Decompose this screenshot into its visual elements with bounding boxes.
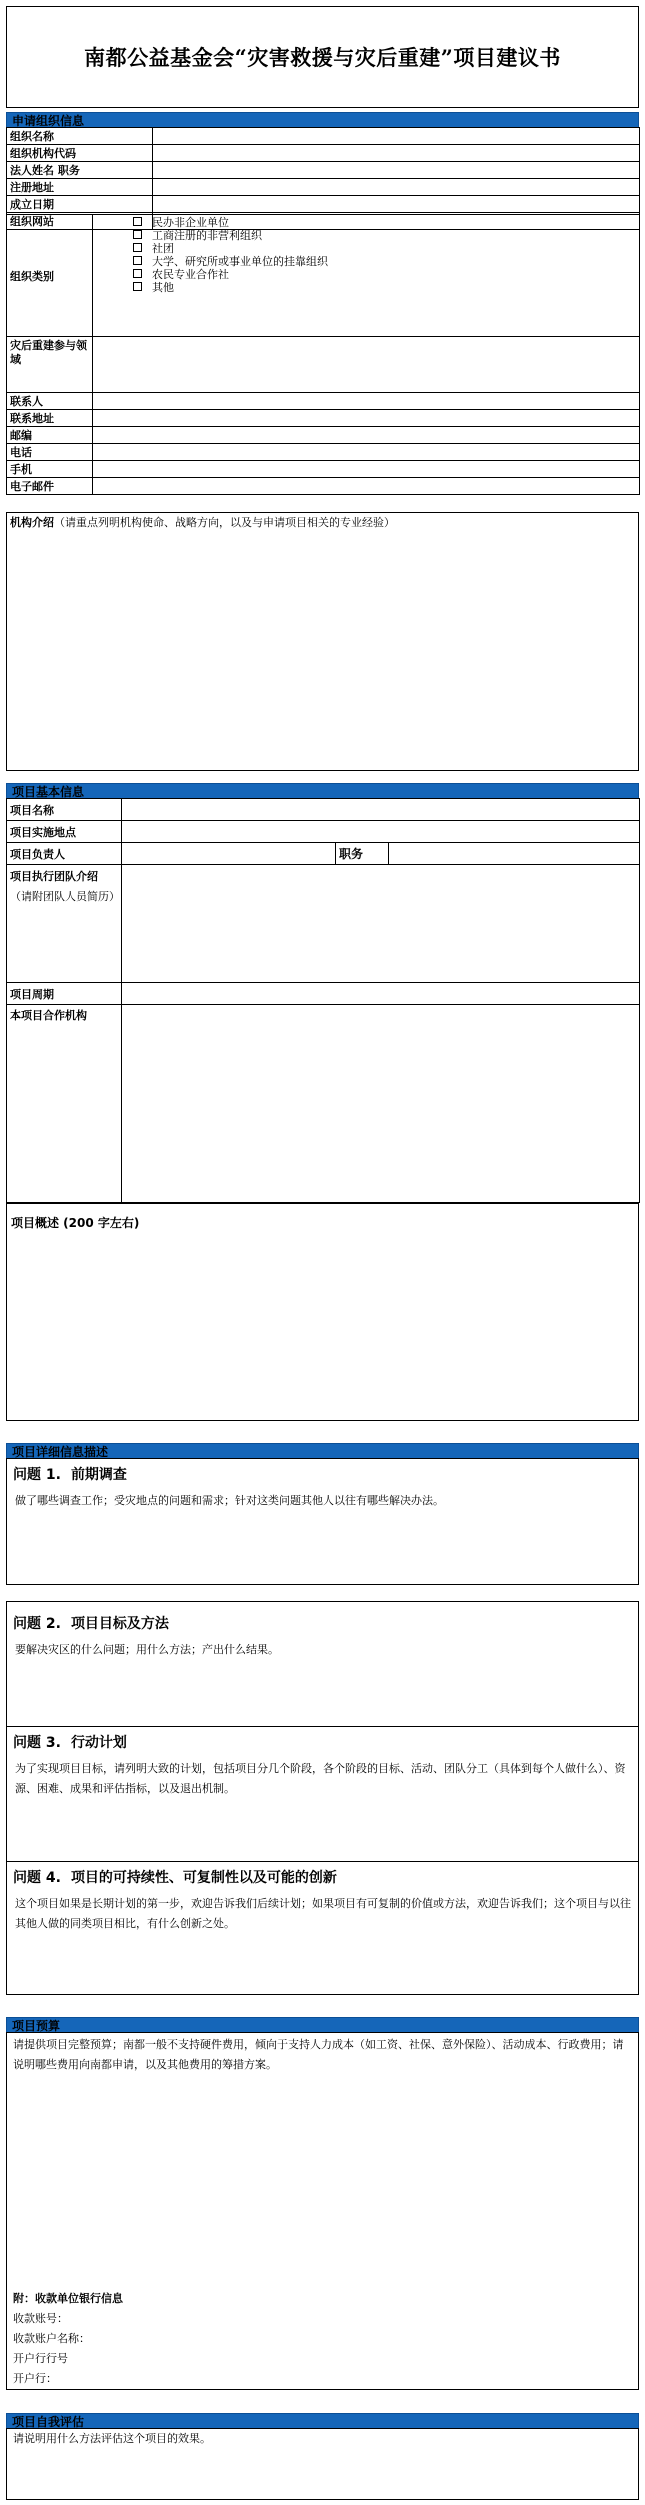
bank-account-number: 收款账号： [13,2312,68,2325]
section-header-applicant: 申请组织信息 [6,112,639,128]
field-contact-address[interactable] [93,410,640,427]
label-org-code: 组织机构代码 [7,145,153,162]
question-3-number: 问题 3. [13,1735,61,1751]
question-1-desc: 做了哪些调查工作；受灾地点的问题和需求；针对这类问题其他人以往有哪些解决办法。 [15,1494,444,1507]
label-mobile: 手机 [7,461,93,478]
label-team: 项目执行团队介绍 （请附团队人员简历） [7,865,122,983]
org-type-option[interactable]: 工商注册的非营利组织 [133,229,636,242]
project-overview-label: 项目概述 (200 字左右) [11,1216,140,1230]
field-org-name[interactable] [153,128,640,145]
question-4-number: 问题 4. [13,1870,61,1886]
field-founded[interactable] [153,196,640,213]
label-org-type: 组织类别 [7,215,93,337]
field-mobile[interactable] [93,461,640,478]
field-team[interactable] [122,865,640,983]
section-header-detail: 项目详细信息描述 [6,1443,639,1459]
field-email[interactable] [93,478,640,495]
label-project-period: 项目周期 [7,983,122,1005]
budget-desc: 请提供项目完整预算；南都一般不支持硬件费用，倾向于支持人力成本（如工资、社保、意外保险）、活动成本、行政费用；请说明哪些费用向南都申请，以及其他费用的筹措方案。 [13,2038,624,2071]
question-2-desc: 要解决灾区的什么问题；用什么方法；产出什么结果。 [15,1643,279,1656]
eval-desc: 请说明用什么方法评估这个项目的效果。 [13,2432,211,2445]
org-type-option[interactable]: 社团 [133,242,636,255]
label-legal-rep: 法人姓名 职务 [7,162,153,179]
section-header-project: 项目基本信息 [6,783,639,799]
team-hint: （请附团队人员简历） [10,890,120,903]
question-1-box[interactable] [6,1458,639,1585]
question-1-number: 问题 1. [13,1467,61,1483]
document-title: 南都公益基金会“灾害救援与灾后重建”项目建议书 [84,45,561,70]
checkbox-icon[interactable] [133,269,142,278]
label-contact-address: 联系地址 [7,410,93,427]
org-type-option[interactable]: 大学、研究所或事业单位的挂靠组织 [133,255,636,268]
label-project-location: 项目实施地点 [7,821,122,843]
checkbox-icon[interactable] [133,282,142,291]
field-project-period[interactable] [122,983,640,1005]
question-2-title: 项目目标及方法 [70,1616,169,1632]
field-org-type [93,215,640,337]
field-leader-position[interactable] [389,843,640,865]
bank-name: 开户行： [13,2372,57,2385]
question-3-area[interactable] [7,1727,638,1861]
field-project-name[interactable] [122,799,640,821]
bank-code: 开户行行号 [13,2352,68,2365]
project-overview-box[interactable] [6,1203,639,1421]
org-intro-box[interactable] [6,512,639,771]
question-4-desc: 这个项目如果是长期计划的第一步，欢迎告诉我们后续计划；如果项目有可复制的价值或方法，欢迎告诉我们；这个项目与以往其他人做的同类项目相比，有什么创新之处。 [15,1897,631,1930]
field-contact[interactable] [93,393,640,410]
field-phone[interactable] [93,444,640,461]
checkbox-icon[interactable] [133,256,142,265]
question-2-area[interactable] [7,1602,638,1726]
field-legal-rep[interactable] [153,162,640,179]
question-2-number: 问题 2. [13,1616,61,1632]
bank-info-title: 附：收款单位银行信息 [13,2292,123,2305]
question-4-title: 项目的可持续性、可复制性以及可能的创新 [70,1870,337,1886]
bank-account-name: 收款账户名称： [13,2332,90,2345]
org-type-options [133,216,636,294]
label-leader-position: 职务 [336,843,389,865]
label-email: 电子邮件 [7,478,93,495]
checkbox-icon[interactable] [133,243,142,252]
field-project-location[interactable] [122,821,640,843]
question-3-title: 行动计划 [70,1735,127,1751]
label-relief-area: 灾后重建参与领域 [7,337,93,393]
label-phone: 电话 [7,444,93,461]
label-partners: 本项目合作机构 [7,1005,122,1203]
section-header-budget: 项目预算 [6,2017,639,2033]
question-4-area[interactable] [7,1862,638,1996]
label-project-name: 项目名称 [7,799,122,821]
field-project-leader[interactable] [122,843,336,865]
label-postcode: 邮编 [7,427,93,444]
field-reg-address[interactable] [153,179,640,196]
field-partners[interactable] [122,1005,640,1203]
eval-box[interactable] [6,2428,639,2500]
label-contact: 联系人 [7,393,93,410]
label-founded: 成立日期 [7,196,153,213]
project-table [6,798,640,1203]
field-relief-area[interactable] [93,337,640,393]
field-org-code[interactable] [153,145,640,162]
org-type-option[interactable]: 民办非企业单位 [133,216,636,229]
label-reg-address: 注册地址 [7,179,153,196]
section-header-eval: 项目自我评估 [6,2413,639,2429]
label-website: 组织网站 [7,213,153,230]
document-title-box [6,6,639,108]
org-type-option[interactable]: 其他 [133,281,636,294]
questions-2-4-box [6,1601,639,1995]
label-project-leader: 项目负责人 [7,843,122,865]
checkbox-icon[interactable] [133,217,142,226]
org-intro-hint: （请重点列明机构使命、战略方向，以及与申请项目相关的专业经验） [54,516,395,529]
question-3-desc: 为了实现项目目标，请列明大致的计划，包括项目分几个阶段，各个阶段的目标、活动、团队分工（具体到每个人做什么）、资源、困难、成果和评估指标，以及退出机制。 [15,1762,626,1795]
applicant-table-2 [6,214,640,495]
checkbox-icon[interactable] [133,230,142,239]
bank-info [7,2289,123,2389]
question-1-title: 前期调查 [70,1467,127,1483]
label-org-name: 组织名称 [7,128,153,145]
org-type-option[interactable]: 农民专业合作社 [133,268,636,281]
field-postcode[interactable] [93,427,640,444]
budget-box[interactable] [6,2032,639,2390]
org-intro-label: 机构介绍 [10,516,54,529]
